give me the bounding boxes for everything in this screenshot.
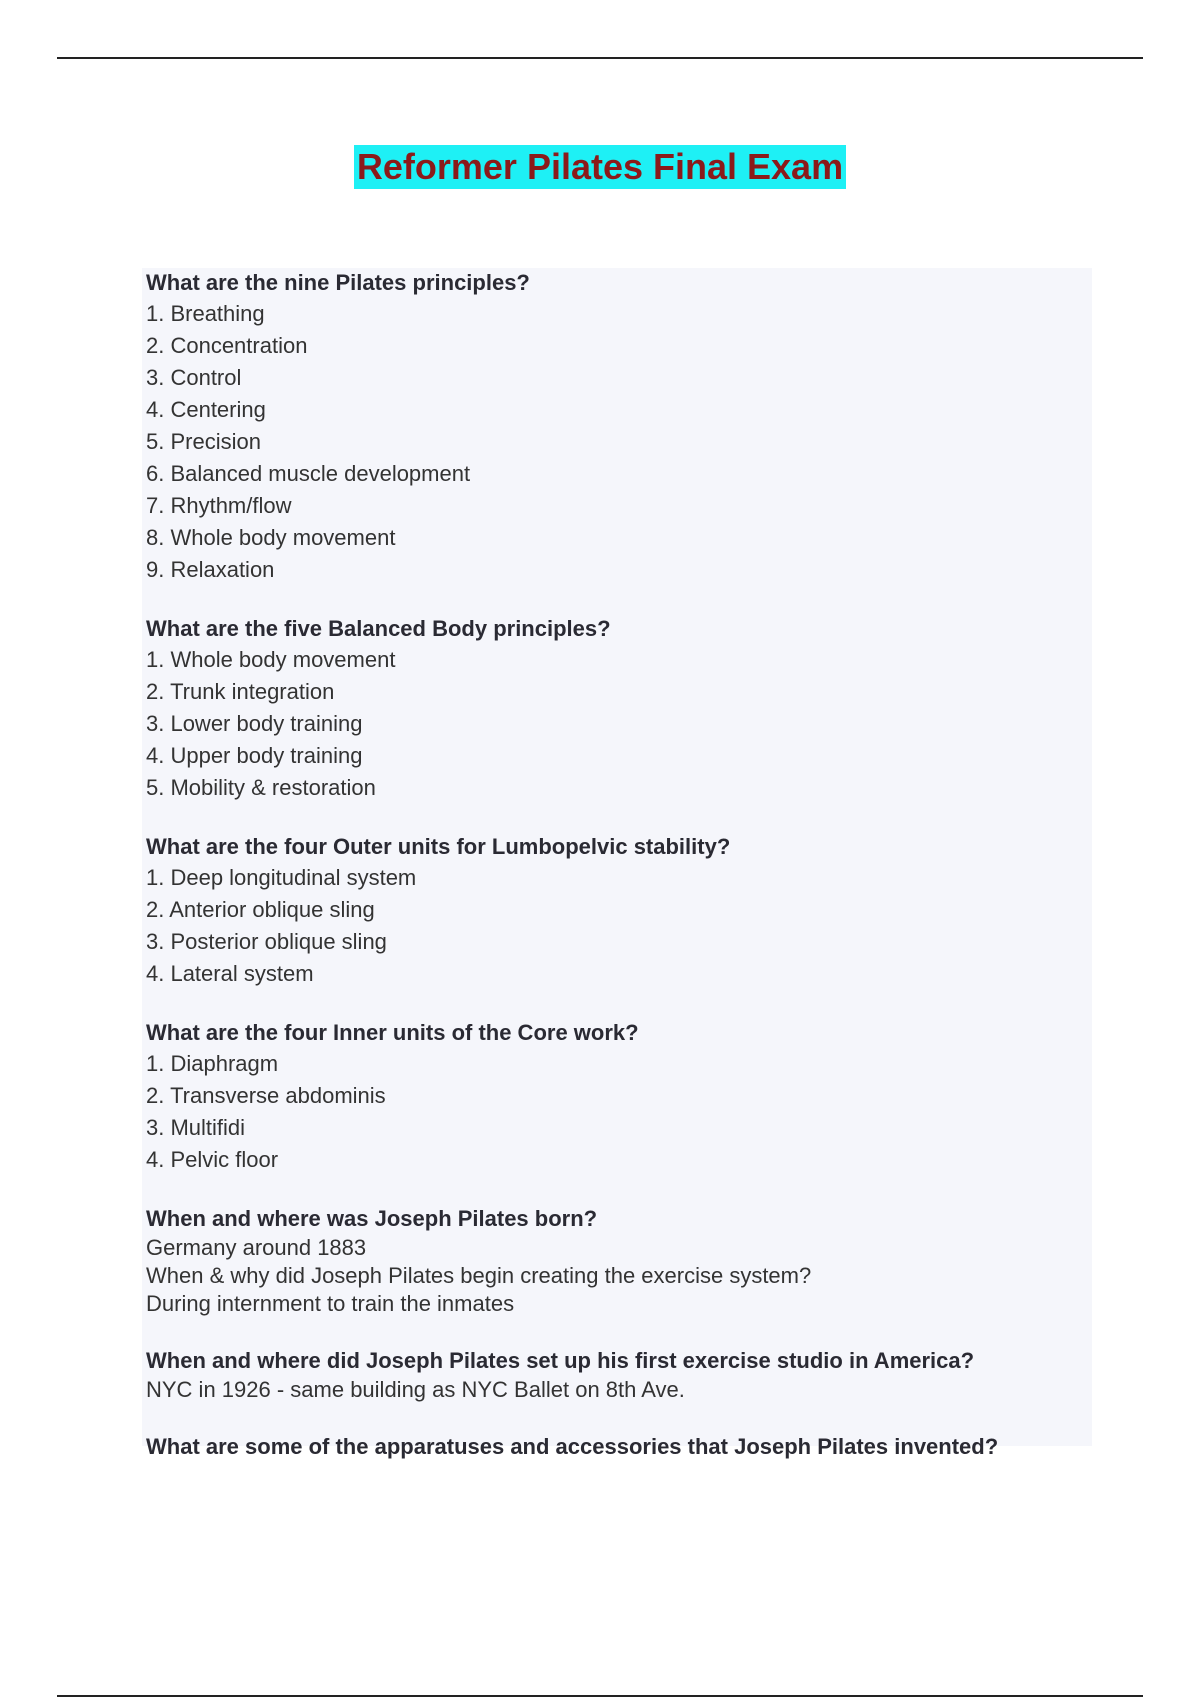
answer-item: 4. Upper body training <box>146 743 363 768</box>
answer-line: Germany around 1883 <box>146 1235 367 1260</box>
answer-list <box>146 1048 1088 1176</box>
qa-section-balanced-body <box>146 614 1088 804</box>
footer-rule <box>57 1695 1143 1697</box>
answer-item: 8. Whole body movement <box>146 525 396 550</box>
answer-item: 4. Lateral system <box>146 961 314 986</box>
answer-item: 1. Diaphragm <box>146 1051 279 1076</box>
answer-item: 4. Pelvic floor <box>146 1147 279 1172</box>
answer-list <box>146 862 1088 990</box>
answer-item: 2. Transverse abdominis <box>146 1083 386 1108</box>
answer-line: NYC in 1926 - same building as NYC Ballet on 8th Ave. <box>146 1377 685 1402</box>
answer-item: 2. Anterior oblique sling <box>146 897 375 922</box>
qa-content <box>142 268 1092 1459</box>
answer-list <box>146 644 1088 804</box>
title-container <box>0 145 1200 189</box>
qa-section-birth <box>146 1204 1088 1318</box>
qa-section-outer-units <box>146 832 1088 990</box>
question: When and where was Joseph Pilates born? <box>146 1206 598 1231</box>
answer-item: 1. Deep longitudinal system <box>146 865 417 890</box>
question: What are the five Balanced Body principles? <box>146 616 611 641</box>
qa-section-apparatus <box>146 1432 1088 1462</box>
answer-item: 5. Precision <box>146 429 261 454</box>
question: What are the four Inner units of the Core work? <box>146 1020 639 1045</box>
question: What are the four Outer units for Lumbopelvic stability? <box>146 834 731 859</box>
answer-line: During internment to train the inmates <box>146 1291 515 1316</box>
answer-item: 3. Control <box>146 365 242 390</box>
answer-list <box>146 298 1088 586</box>
answer-item: 3. Multifidi <box>146 1115 246 1140</box>
answer-line: When & why did Joseph Pilates begin creating the exercise system? <box>146 1263 812 1288</box>
answer-item: 2. Trunk integration <box>146 679 335 704</box>
document-title: Reformer Pilates Final Exam <box>354 145 846 189</box>
answer-item: 5. Mobility & restoration <box>146 775 376 800</box>
question: What are the nine Pilates principles? <box>146 270 530 295</box>
answer-item: 6. Balanced muscle development <box>146 461 471 486</box>
qa-section-first-studio <box>146 1346 1088 1404</box>
answer-item: 2. Concentration <box>146 333 308 358</box>
answer-item: 1. Breathing <box>146 301 265 326</box>
qa-section-inner-units <box>146 1018 1088 1176</box>
answer-item: 7. Rhythm/flow <box>146 493 292 518</box>
answer-item: 3. Lower body training <box>146 711 363 736</box>
question: When and where did Joseph Pilates set up his first exercise studio in America? <box>146 1348 975 1373</box>
header-rule <box>57 57 1143 59</box>
answer-item: 9. Relaxation <box>146 557 275 582</box>
answer-item: 4. Centering <box>146 397 266 422</box>
question: What are some of the apparatuses and accessories that Joseph Pilates invented? <box>146 1434 999 1459</box>
qa-section-pilates-principles <box>146 268 1088 586</box>
answer-item: 1. Whole body movement <box>146 647 396 672</box>
answer-item: 3. Posterior oblique sling <box>146 929 387 954</box>
